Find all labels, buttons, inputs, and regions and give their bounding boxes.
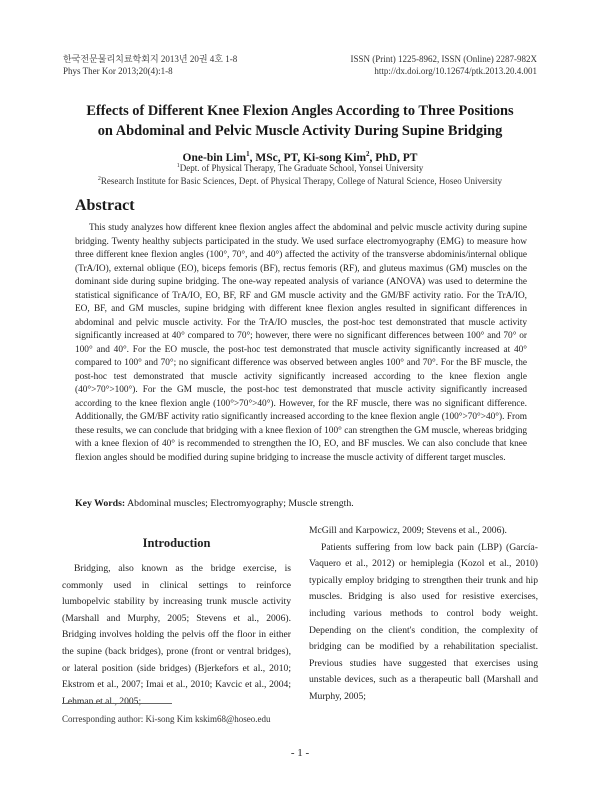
journal-identifiers (351, 53, 538, 77)
issn: ISSN (Print) 1225-8962, ISSN (Online) 2287-982X (350, 54, 537, 64)
footnote-divider (62, 703, 172, 704)
keywords-label: Key Words: (75, 498, 126, 509)
author-affiliation-marker: 2 (366, 150, 370, 158)
left-column (62, 523, 291, 710)
journal-english: Phys Ther Kor 2013;20(4):1-8 (63, 66, 173, 76)
doi-link[interactable]: http://dx.doi.org/10.12674/ptk.2013.20.4.001 (374, 66, 537, 76)
affiliation (40, 160, 560, 174)
author-name: One-bin Lim (182, 151, 247, 164)
author-name: Ki-song Kim (303, 151, 367, 164)
paper-title-line2: on Abdominal and Pelvic Muscle Activity During Supine Bridging (97, 123, 503, 139)
affiliation (40, 173, 560, 187)
affiliation-marker: 1 (176, 163, 180, 169)
author-affiliation-marker: 1 (246, 150, 250, 158)
paper-title-line1: Effects of Different Knee Flexion Angles According to Three Positions (86, 103, 514, 119)
affiliation-text: Research Institute for Basic Sciences, Dept. of Physical Therapy, College of Natural Science, Hoseo University (100, 176, 503, 186)
author-degrees: , MSc, PT, (249, 151, 304, 164)
right-column (309, 523, 538, 706)
affiliation-text: Dept. of Physical Therapy, The Graduate School, Yonsei University (179, 163, 424, 173)
affiliation-marker: 2 (97, 176, 101, 182)
page-number: - 1 - (290, 747, 310, 759)
abstract-heading: Abstract (75, 197, 135, 214)
journal-citation (63, 53, 237, 77)
paper-title (40, 101, 560, 141)
keywords (75, 497, 527, 510)
intro-paragraph: Bridging, also known as the bridge exercise, is commonly used in clinical settings to reinforce lumbopelvic stability by increasing trunk muscle activity (Marshall and Murphy, 2005; Stevens et al., 2006). Bridging involves holding the pelvis off the floor in either the supine (back bridges), prone (front or ventral bridges), or lateral position (side bridges) (Bjerkefors et al., 2010; Ekstrom et al., 2007; Imai et al., 2010; Kavcic et al., 2004; Lehman et al., 2005; (62, 563, 291, 707)
author-degrees: , PhD, PT (369, 151, 418, 164)
corresponding-author-footnote: Corresponding author: Ki-song Kim kskim68@hoseo.edu (62, 714, 271, 724)
intro-paragraph: Patients suffering from low back pain (LBP) (García-Vaquero et al., 2012) or hemiplegia (Kozol et al., 2010) typically employ bridging to strengthen their trunk and hip muscles. Bridging is also used for resistive exercises, including various methods to control body weight. Depending on the client's condition, the complexity of bridging can be modified by a rehabilitation specialist. Previous studies have suggested that exercises using unstable devices, such as a therapeutic ball (Marshall and Murphy, 2005; (309, 541, 538, 702)
journal-korean: 한국전문물리치료학회지 2013년 20권 4호 1-8 (63, 54, 238, 64)
intro-paragraph-continued: McGill and Karpowicz, 2009; Stevens et al., 2006). (309, 525, 507, 536)
abstract-body: This study analyzes how different knee flexion angles affect the abdominal and pelvic muscle activity during supine bridging. Twenty healthy subjects participated in the study. We used surface electromyography (EMG) to measure how three different knee flexion angles (100°, 70°, and 40°) affected the activity of the transverse abdominis/internal oblique (TrA/IO), external oblique (EO), biceps femoris (BF), rectus femoris (RF), and gluteus maximus (GM) muscles on the dominant side during supine bridging. The one-way repeated analysis of variance (ANOVA) was used to determine the statistical significance of TrA/IO, EO, BF, RF and GM muscle activity and the GM/BF activity ratio. For the TrA/IO, EO, BF, and GM muscles, supine bridging with different knee flexion angles resulted in significant differences in abdominal and pelvic muscle activity. For the TrA/IO muscles, the post-hoc test demonstrated that muscle activity significantly increased at 40° compared to 70°; however, there were no significant differences between 100° and 70° or 100° and 40°. For the EO muscle, the post-hoc test demonstrated that muscle activity significantly increased at 40° compared to 100° and 70°; no significant difference was observed between angles 100° and 70°. For the BF muscle, the post-hoc test demonstrated that muscle activity significantly increased according to the knee flexion angle (40°>70°>100°). For the GM muscle, the post-hoc test demonstrated that muscle activity significantly increased according to the knee flexion angle (100°>70°>40°). However, for the RF muscle, there was no significant difference. Additionally, the GM/BF activity ratio significantly increased according to the knee flexion angle (100°>70°>40°). From these results, we can conclude that bridging with a knee flexion of 100° can strengthen the GM muscle, whereas bridging with a knee flexion of 40° is recommended to strengthen the IO, EO, and BF muscles. We can also conclude that knee flexion angles should be modified during supine bridging to increase the muscle activity of different target muscles. (75, 223, 527, 463)
introduction-heading: Introduction (142, 536, 211, 550)
keywords-list: Abdominal muscles; Electromyography; Muscle strength. (127, 498, 354, 509)
